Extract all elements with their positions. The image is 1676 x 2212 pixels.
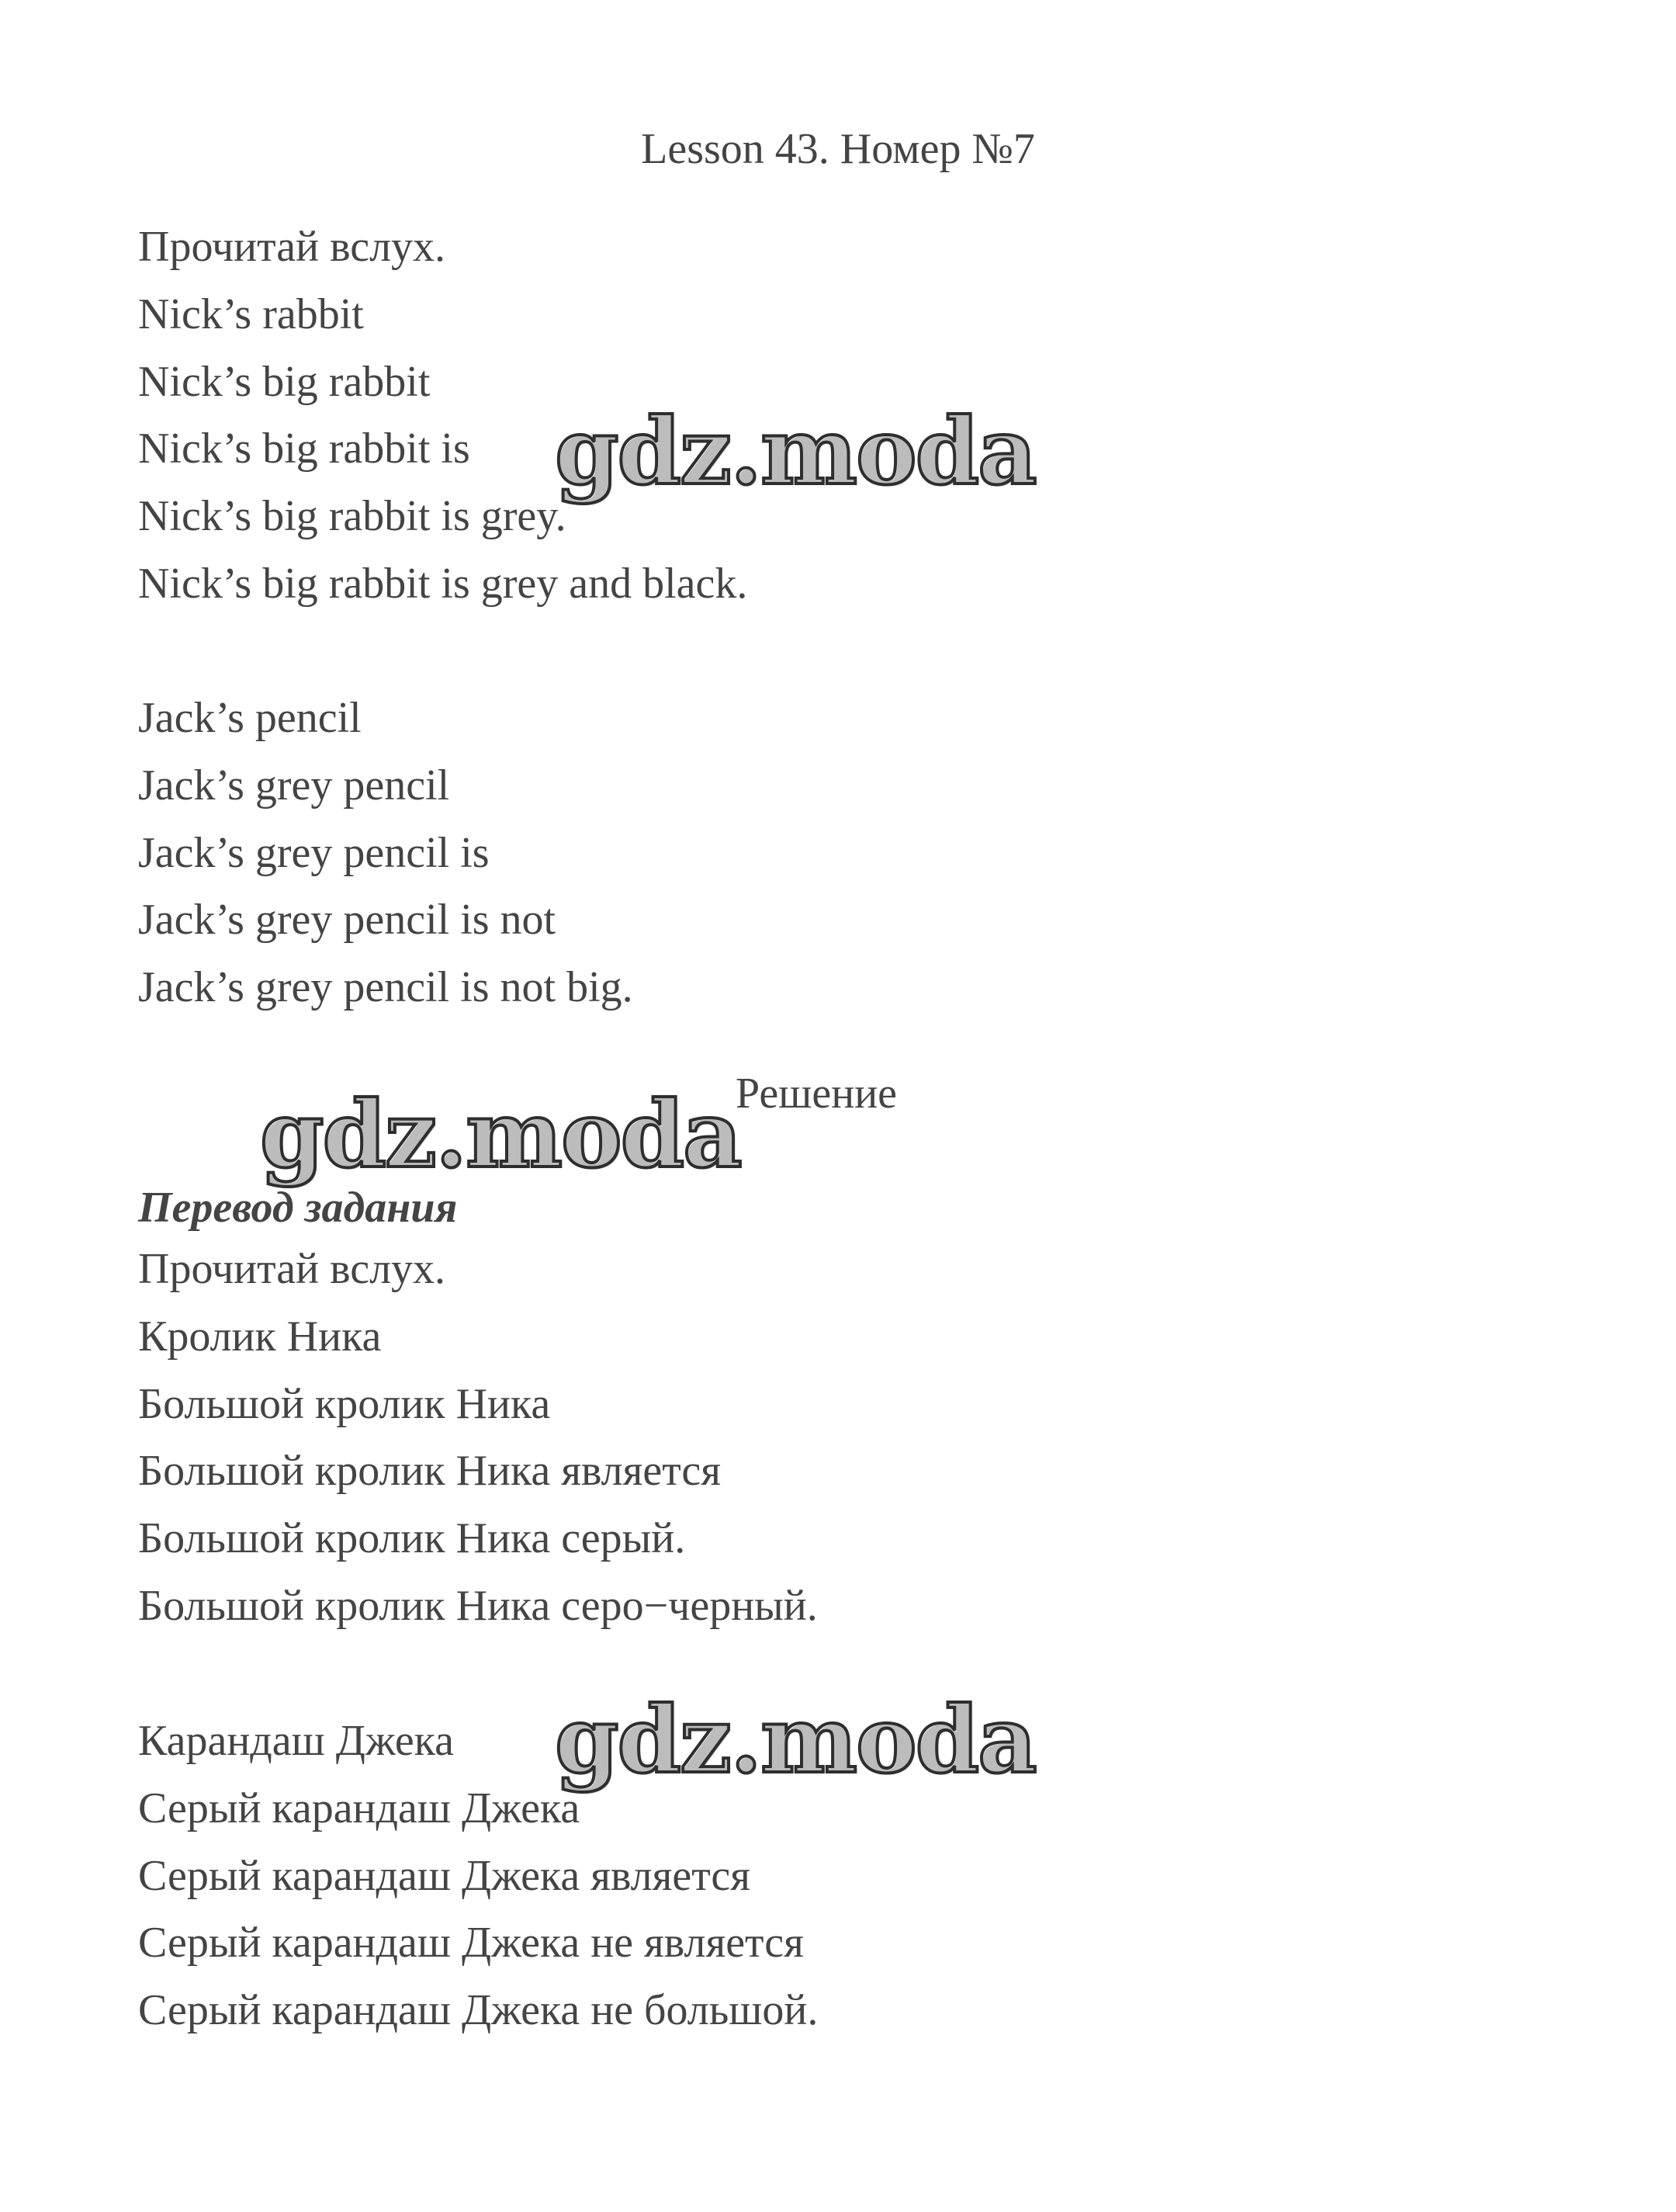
- translation-line: Прочитай вслух.: [138, 1245, 446, 1293]
- task-group-nick: [138, 213, 747, 618]
- translation-line: Большой кролик Ника серый.: [138, 1514, 686, 1563]
- translation-line: Серый карандаш Джека является: [138, 1851, 751, 1900]
- task-line: Nick’s big rabbit: [138, 357, 431, 406]
- translation-group-jack: [138, 1708, 818, 2044]
- task-line: Nick’s big rabbit is grey and black.: [138, 559, 748, 608]
- task-line: Jack’s grey pencil: [138, 761, 450, 810]
- translation-line: Серый карандаш Джека не является: [138, 1919, 804, 1968]
- task-line: Jack’s grey pencil is not: [138, 896, 556, 945]
- translation-line: Большой кролик Ника: [138, 1379, 551, 1428]
- task-line: Jack’s grey pencil is: [138, 828, 490, 877]
- solution-heading: Решение: [736, 1070, 898, 1118]
- task-line: Nick’s rabbit: [138, 290, 364, 338]
- translation-line: Серый карандаш Джека не большой.: [138, 1986, 819, 2035]
- watermark-logo: gdz.moda: [555, 1686, 1036, 1794]
- translation-heading: Перевод задания: [138, 1184, 458, 1232]
- translation-group-nick: [138, 1236, 818, 1640]
- watermark-logo: gdz.moda: [555, 397, 1036, 505]
- watermark-logo: gdz.moda: [260, 1080, 741, 1188]
- task-line: Прочитай вслух.: [138, 223, 446, 271]
- page-title: Lesson 43. Номер №7: [641, 125, 1035, 173]
- translation-line: Большой кролик Ника серо−черный.: [138, 1581, 818, 1630]
- translation-line: Большой кролик Ника является: [138, 1447, 721, 1496]
- task-line: Jack’s grey pencil is not big.: [138, 963, 633, 1012]
- translation-line: Карандаш Джека: [138, 1717, 454, 1765]
- task-line: Nick’s big rabbit is: [138, 425, 470, 473]
- task-line: Jack’s pencil: [138, 694, 362, 742]
- task-group-jack: [138, 685, 633, 1021]
- translation-line: Кролик Ника: [138, 1312, 382, 1361]
- task-line: Nick’s big rabbit is grey.: [138, 492, 566, 541]
- translation-line: Серый карандаш Джека: [138, 1784, 580, 1832]
